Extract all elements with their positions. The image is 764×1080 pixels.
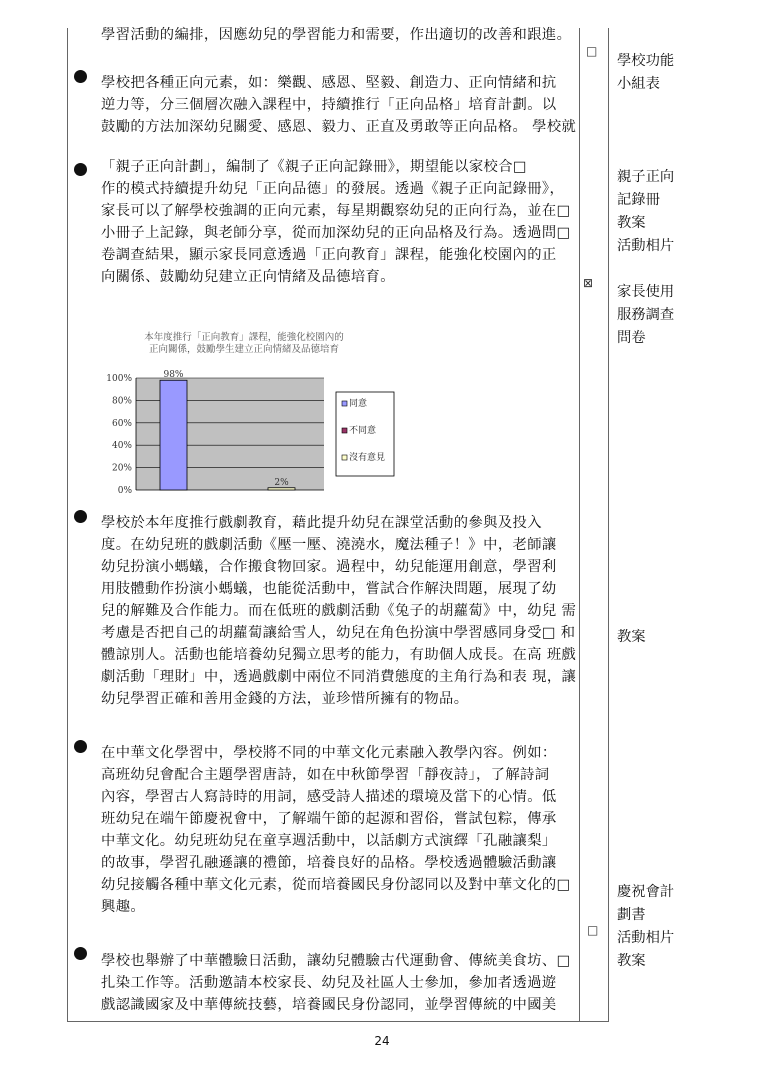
text-line: 考慮是否把自己的胡蘿蔔讓給雪人，幼兒在角色扮演中學習感同身受□ 和: [101, 625, 576, 641]
text-line: 體諒別人。活動也能培養幼兒獨立思考的能力，有助個人成長。在高 班戲: [101, 647, 577, 663]
text-line: 作的模式持續提升幼兒「正向品德」的發展。透過《親子正向記錄冊》，: [101, 181, 565, 197]
paragraph-drama-education: [101, 512, 581, 710]
y-tick-label: 0%: [117, 486, 132, 496]
evidence-item: 親子正向: [617, 169, 675, 185]
evidence-item: 教案: [617, 215, 646, 231]
evidence-list-1: [617, 50, 674, 96]
evidence-item: 劃書: [617, 907, 646, 923]
text-line: 向關係、鼓勵幼兒建立正向情緒及品德培育。: [101, 269, 395, 285]
checkbox-icon: □: [586, 44, 598, 58]
paragraph-positive-elements: [101, 72, 581, 138]
text-line: 幼兒學習正確和善用金錢的方法，並珍惜所擁有的物品。: [101, 691, 469, 707]
evidence-item: 服務調查: [617, 307, 675, 323]
data-label: 98%: [163, 370, 184, 381]
evidence-list-2: [617, 166, 674, 350]
chart-svg: [104, 330, 404, 498]
text-line: 用肢體動作扮演小螞蟻，也能從活動中，嘗試合作解決問題，展現了幼: [101, 581, 557, 597]
text-line: 兒的解難及合作能力。而在低班的戲劇活動《兔子的胡蘿蔔》中，幼兒 需: [101, 603, 577, 619]
legend-swatch: [342, 428, 347, 433]
text-line: 興趣。: [101, 899, 146, 915]
y-tick-label: 40%: [111, 441, 132, 452]
text-line: 戲認識國家及中華傳統技藝，培養國民身份認同，並學習傳統的中國美: [101, 997, 557, 1013]
text-line: 學校於本年度推行戲劇教育，藉此提升幼兒在課堂活動的參與及投入: [101, 515, 542, 531]
text-line: 學校也舉辦了中華體驗日活動，讓幼兒體驗古代運動會、傳統美食坊、□: [101, 953, 571, 969]
paragraph-chinese-experience-day: [101, 950, 581, 1016]
evidence-list-3: [617, 626, 646, 649]
bar-3: [268, 488, 295, 490]
evidence-item: 小組表: [617, 76, 660, 92]
evidence-item: 活動相片: [617, 930, 675, 946]
text-line: 小冊子上記錄，與老師分享，從而加深幼兒的正向品格及行為。透過問□: [101, 225, 571, 241]
evidence-item: 問卷: [617, 330, 646, 346]
bullet-icon: [74, 163, 87, 176]
y-tick-label: 20%: [111, 463, 132, 474]
y-tick-label: 80%: [111, 396, 132, 407]
text-line: 家長可以了解學校強調的正向元素，每星期觀察幼兒的正向行為，並在□: [101, 203, 571, 219]
legend-label: 同意: [349, 399, 368, 409]
evidence-item: 慶祝會計: [617, 884, 675, 900]
text-line: 度。在幼兒班的戲劇活動《壓一壓、澆澆水，魔法種子！》中，老師讓: [101, 537, 557, 553]
text-line: 在中華文化學習中，學校將不同的中華文化元素融入教學內容。例如：: [101, 745, 557, 761]
evidence-item: 學校功能: [617, 53, 675, 69]
evidence-list-4: [617, 881, 674, 973]
data-label: 2%: [274, 477, 289, 488]
text-line: 幼兒扮演小螞蟻，合作搬食物回家。過程中，幼兒能運用創意，學習利: [101, 559, 557, 575]
paragraph-chinese-culture: [101, 742, 581, 918]
bullet-icon: [74, 510, 87, 523]
y-tick-label: 100%: [106, 374, 132, 384]
bar-1: [160, 380, 187, 490]
text-line: 幼兒接觸各種中華文化元素，從而培養國民身份認同以及對中華文化的□: [101, 877, 571, 893]
evidence-item: [617, 258, 674, 281]
evidence-item: 家長使用: [617, 284, 675, 300]
bullet-icon: [74, 740, 87, 753]
text-line: 班幼兒在端午節慶祝會中，了解端午節的起源和習俗，嘗試包粽，傳承: [101, 811, 557, 827]
page-number: 24: [374, 1034, 390, 1048]
legend-swatch: [342, 401, 347, 406]
paragraph-parent-child-plan: [101, 156, 581, 288]
text-line: 中華文化。幼兒班幼兒在童享週活動中，以話劇方式演繹「孔融讓梨」: [101, 833, 557, 849]
checkbox-icon: □: [587, 923, 599, 937]
checkbox-icon: ⊠: [583, 276, 594, 290]
text-line: 扎染工作等。活動邀請本校家長、幼兒及社區人士參加，參加者透過遊: [101, 975, 557, 991]
text-line: 高班幼兒會配合主題學習唐詩，如在中秋節學習「靜夜詩」，了解詩詞: [101, 767, 550, 783]
intro-text: 學習活動的編排，因應幼兒的學習能力和需要，作出適切的改善和跟進。: [101, 27, 572, 43]
text-line: 內容，學習古人寫詩時的用詞，感受詩人描述的環境及當下的心情。低: [101, 789, 557, 805]
legend-label: 不同意: [349, 426, 377, 436]
chart-title-line-1: 本年度推行「正向教育」課程，能強化校園內的: [144, 332, 344, 343]
evidence-item: 記錄冊: [617, 192, 660, 208]
chart-title-line-2: 正向關係，鼓勵學生建立正向情緒及品德培育: [148, 344, 339, 355]
legend-swatch: [342, 455, 347, 460]
legend-label: 沒有意見: [349, 453, 386, 463]
text-line: 學校把各種正向元素，如：樂觀、感恩、堅毅、創造力、正向情緒和抗: [101, 75, 557, 91]
evidence-item: 活動相片: [617, 238, 675, 254]
bullet-icon: [74, 70, 87, 83]
text-line: 鼓勵的方法加深幼兒關愛、感恩、毅力、正直及勇敢等正向品格。 學校就: [101, 119, 577, 135]
text-line: 「親子正向計劃」，編制了《親子正向記錄冊》，期望能以家校合□: [101, 159, 527, 175]
y-tick-label: 60%: [111, 418, 132, 429]
text-line: 的故事，學習孔融遜讓的禮節，培養良好的品格。學校透過體驗活動讓: [101, 855, 557, 871]
text-line: 卷調查結果，顯示家長同意透過「正向教育」課程，能強化校園內的正: [101, 247, 557, 263]
evidence-item: 教案: [617, 629, 646, 645]
text-line: 逆力等，分三個層次融入課程中，持續推行「正向品格」培育計劃。以: [101, 97, 557, 113]
survey-bar-chart: [104, 330, 404, 498]
bullet-icon: [74, 947, 87, 960]
evidence-item: 教案: [617, 953, 646, 969]
text-line: 劇活動「理財」中，透過戲劇中兩位不同消費態度的主角行為和表 現，讓: [101, 669, 577, 685]
